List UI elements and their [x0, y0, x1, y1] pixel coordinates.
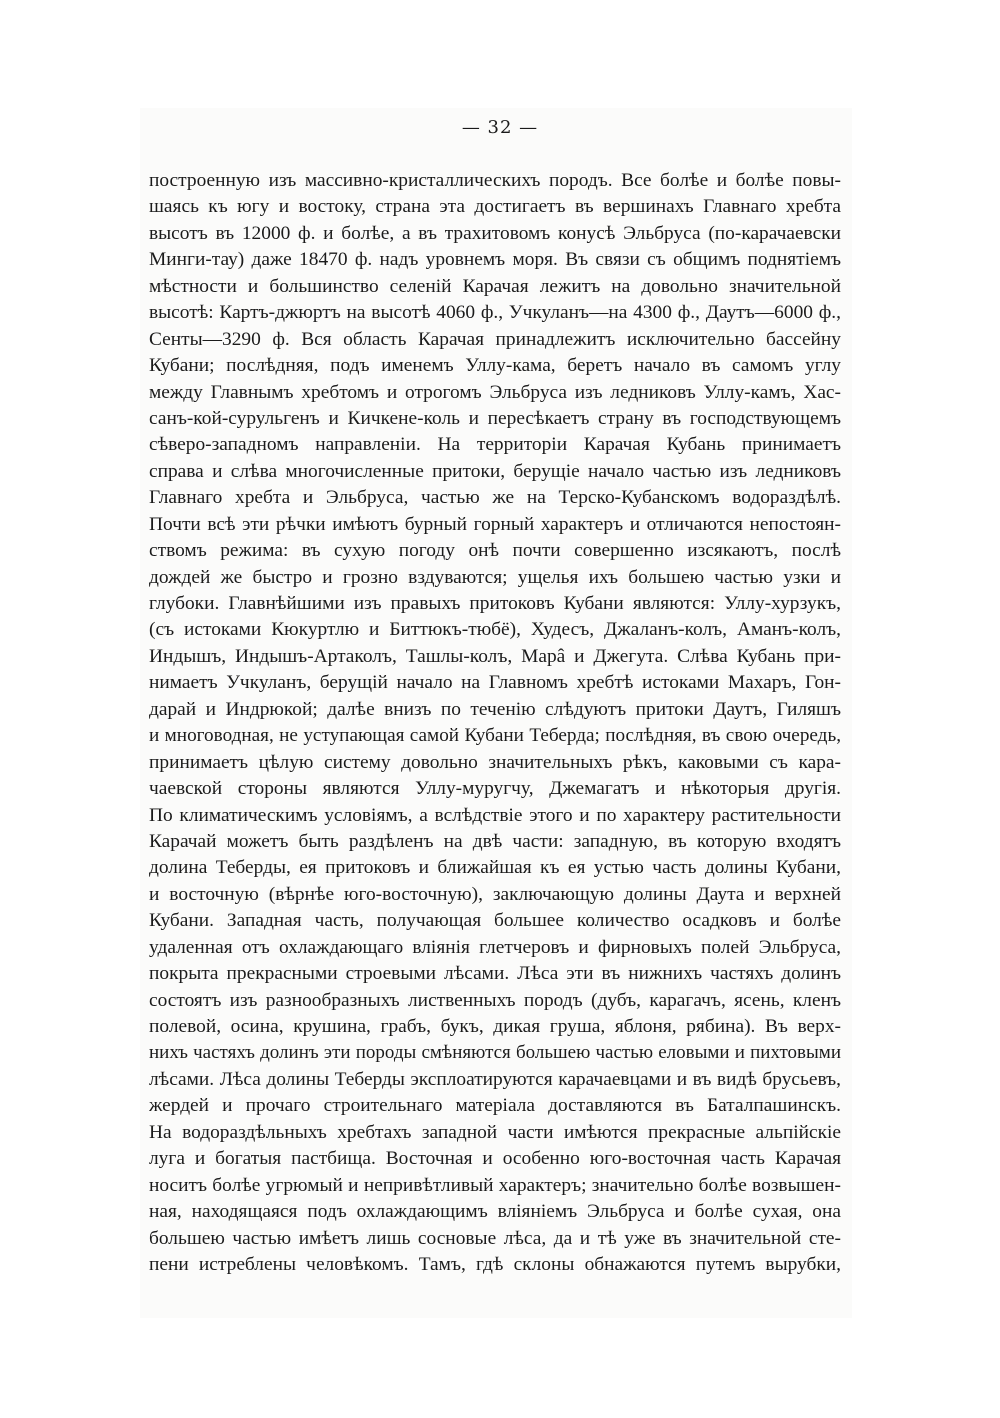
text-line: Главнаго хребта и Эльбруса, частью же на Терско-Кубанскомъ водораздѣлѣ.: [149, 487, 841, 509]
text-line: глубоки. Главнѣйшими изъ правыхъ притоковъ Кубани являются: Уллу-хурзукъ,: [149, 593, 841, 614]
text-line: чаевской стороны являются Уллу-муругчу, Джемагатъ и нѣкоторыя другія.: [149, 778, 841, 800]
text-line: Карачай можетъ быть раздѣленъ на двѣ части: западную, въ которую входятъ: [149, 830, 841, 852]
text-line: Сенты—3290 ф. Вся область Карачая принадлежитъ исключительно бассейну: [149, 328, 841, 350]
text-line: (съ истоками Кюкуртлю и Биттюкъ-тюбё), Худесъ, Джаланъ-колъ, Аманъ-колъ,: [149, 619, 841, 641]
text-line: шаясь къ югу и востоку, страна эта достигаетъ въ вершинахъ Главнаго хребта: [149, 196, 841, 218]
text-line: По климатическимъ условіямъ, а вслѣдствіе этого и по характеру растительности: [149, 804, 841, 826]
text-line: сѣверо-западномъ направленіи. На территоріи Карачая Кубань принимаетъ: [149, 434, 841, 456]
text-line: луга и богатыя пастбища. Восточная и особенно юго-восточная часть Карачая: [149, 1148, 841, 1170]
text-line: дождей же быстро и грозно вздуваются; ущелья ихъ большею частью узки и: [149, 566, 841, 588]
text-line: и восточную (вѣрнѣе юго-восточную), заключающую долины Даута и верхней: [149, 883, 841, 905]
text-line: санъ-кой-сурульгенъ и Кичкене-коль и пересѣкаетъ страну въ господствующемъ: [149, 407, 841, 429]
text-line: большею частью имѣетъ лишь сосновые лѣса, да и тѣ уже въ значительной сте-: [149, 1227, 841, 1249]
text-line: Кубани. Западная часть, получающая большее количество осадковъ и болѣе: [149, 910, 841, 932]
text-line: На водораздѣльныхъ хребтахъ западной части имѣются прекрасные альпійскіе: [149, 1121, 841, 1143]
text-line: Кубани; послѣдняя, подъ именемъ Уллу-кама, беретъ начало въ самомъ углу: [149, 355, 841, 377]
text-line: ная, находящаяся подъ охлаждающимъ вліяніемъ Эльбруса и болѣе сухая, она: [149, 1201, 841, 1223]
text-line: высотѣ: Картъ-джюртъ на высотѣ 4060 ф., Учкуланъ—на 4300 ф., Даутъ—6000 ф.,: [149, 302, 841, 324]
text-line: дарай и Индрюкой; далѣе внизъ по теченію слѣдуютъ притоки Даутъ, Гиляшъ: [149, 698, 841, 720]
text-line: принимаетъ цѣлую систему довольно значительныхъ рѣкъ, каковыми съ кара-: [149, 751, 841, 773]
text-line: справа и слѣва многочисленные притоки, берущіе начало частью изъ ледниковъ: [149, 460, 841, 482]
text-line: ствомъ режима: въ сухую погоду онѣ почти совершенно изсякаютъ, послѣ: [149, 540, 841, 562]
text-line: высотъ въ 12000 ф. и болѣе, а въ трахитовомъ конусѣ Эльбруса (по-карачаевски: [149, 222, 841, 244]
text-line: носитъ болѣе угрюмый и непривѣтливый характеръ; значительно болѣе возвышен-: [149, 1174, 841, 1196]
text-line: полевой, осина, крушина, грабъ, букъ, дикая груша, яблоня, рябина). Въ верх-: [149, 1016, 841, 1037]
text-line: удаленная отъ охлаждающаго вліянія глетчеровъ и фирновыхъ полей Эльбруса,: [149, 936, 841, 958]
text-line: построенную изъ массивно-кристаллическихъ породъ. Все болѣе и болѣе повы-: [149, 170, 841, 191]
text-line: мѣстности и большинство селеній Карачая лежитъ на довольно значительной: [149, 275, 841, 297]
page-number: — 32 —: [461, 117, 539, 138]
text-line: Почти всѣ эти рѣчки имѣютъ бурный горный характеръ и отличаются непостоян-: [149, 513, 841, 535]
text-line: долина Теберды, ея притоковъ и ближайшая къ ея устью часть долины Кубани,: [149, 857, 841, 879]
text-line: пени истреблены человѣкомъ. Тамъ, гдѣ склоны обнажаются путемъ вырубки,: [149, 1253, 841, 1275]
text-line: и многоводная, не уступающая самой Кубани Теберда; послѣдняя, въ свою очередь,: [149, 725, 841, 747]
text-line: Индышъ, Индышъ-Артаколъ, Ташлы-колъ, Марâ и Джегута. Слѣва Кубань при-: [149, 645, 841, 667]
text-line: жердей и прочаго строительнаго матеріала доставляются въ Баталпашинскъ.: [149, 1095, 841, 1117]
text-line: нимаетъ Учкуланъ, берущій начало на Главномъ хребтѣ истоками Махаръ, Гон-: [149, 672, 841, 694]
text-line: нихъ частяхъ долинъ эти породы смѣняются большею частью еловыми и пихтовыми: [149, 1042, 841, 1064]
text-line: Минги-тау) даже 18470 ф. надъ уровнемъ моря. Въ связи съ общимъ поднятіемъ: [149, 249, 841, 271]
text-line: лѣсами. Лѣса долины Теберды эксплоатируются карачаевцами и въ видѣ брусьевъ,: [149, 1068, 841, 1090]
text-line: покрыта прекрасными строевыми лѣсами. Лѣса эти въ нижнихъ частяхъ долинъ: [149, 963, 841, 985]
body-text: [149, 168, 841, 1278]
text-line: состоятъ изъ разнообразныхъ лиственныхъ породъ (дубъ, карагачъ, ясень, кленъ: [149, 989, 841, 1011]
text-line: между Главнымъ хребтомъ и отрогомъ Эльбруса изъ ледниковъ Уллу-камъ, Хас-: [149, 381, 841, 403]
